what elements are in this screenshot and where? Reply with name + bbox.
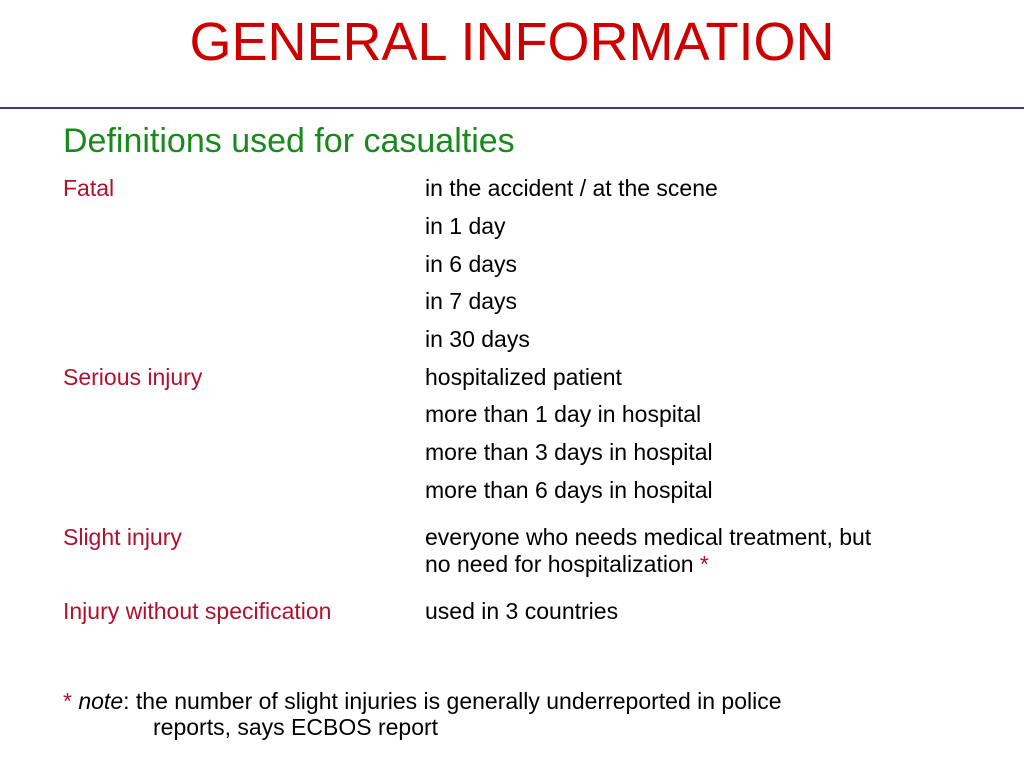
footnote-text: : the number of slight injuries is generally underreported in police [123,688,782,714]
slide-title: GENERAL INFORMATION [189,12,835,72]
footnote-marker: * [63,688,72,714]
footnote-marker: * [699,551,709,577]
category-label-injury-without-specification: Injury without specification [63,598,332,624]
category-label-serious-injury: Serious injury [63,364,203,390]
injury-without-specification-definition: used in 3 countries [425,598,619,624]
slight-injury-definition-line2 [425,550,709,578]
slight-injury-definition-line1: everyone who needs medical treatment, but [425,524,872,550]
category-label-fatal: Fatal [63,175,115,201]
fatal-definition: in 7 days [425,288,518,314]
serious-injury-definition: more than 3 days in hospital [425,439,713,465]
serious-injury-definition: more than 6 days in hospital [425,477,713,503]
section-subtitle: Definitions used for casualties [63,122,515,160]
serious-injury-definition: hospitalized patient [425,364,622,390]
title-divider [0,107,1024,109]
fatal-definition: in 6 days [425,251,518,277]
fatal-definition: in 1 day [425,213,506,239]
fatal-definition: in the accident / at the scene [425,175,718,201]
footnote-line1 [63,688,782,714]
footnote [63,688,782,740]
category-label-slight-injury: Slight injury [63,524,182,550]
footnote-line2: reports, says ECBOS report [153,714,439,740]
serious-injury-definition: more than 1 day in hospital [425,401,702,427]
footnote-label: note [78,688,124,714]
slight-injury-definition-text: no need for hospitalization [425,551,694,577]
fatal-definition: in 30 days [425,326,530,352]
